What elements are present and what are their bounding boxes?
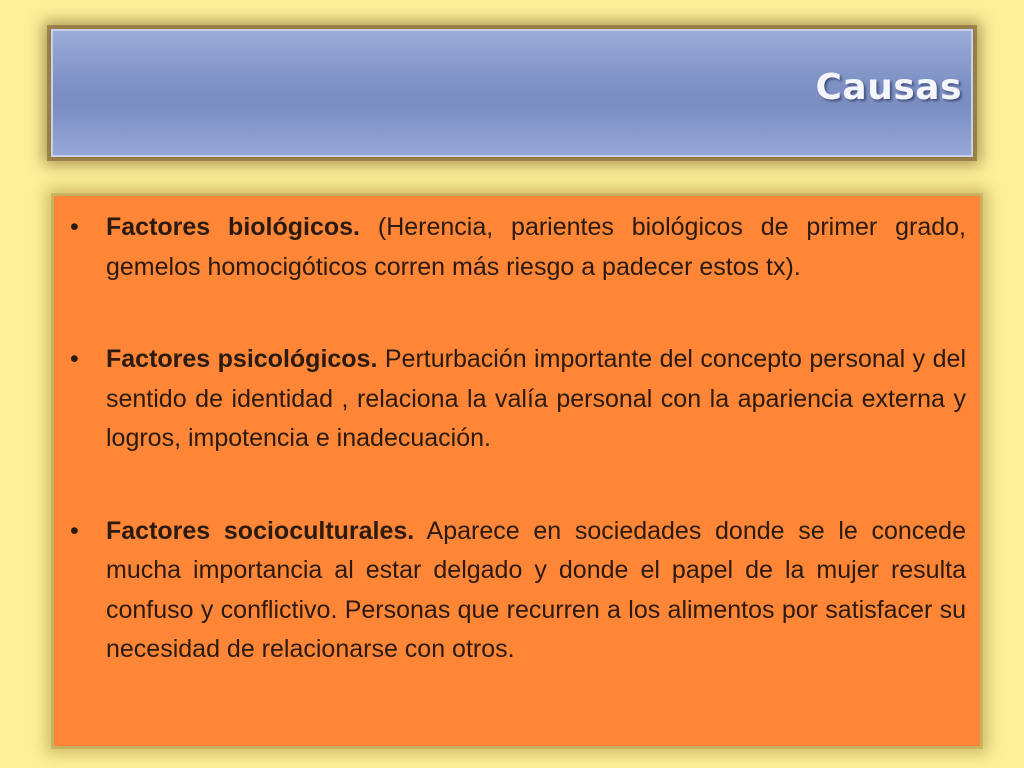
bullet-lead: Factores socioculturales. <box>106 516 415 545</box>
bullet-text: (Herencia, parientes biológicos de primer grado, gemelos homocigóticos corren más riesgo a padecer estos tx). <box>106 213 966 281</box>
bullet-lead: Factores biológicos. <box>106 213 361 241</box>
bullet-dot-icon: • <box>70 213 79 241</box>
bullet-item-socioculturales <box>68 512 966 670</box>
bullet-text: Perturbación importante del concepto personal y del sentido de identidad , relaciona la valía personal con la apariencia externa y logros, impotencia e inadecuación. <box>106 345 966 452</box>
bullet-dot-icon: • <box>70 345 79 373</box>
slide-title: Causas <box>815 67 962 108</box>
title-bar <box>51 29 973 157</box>
bullet-lead: Factores psicológicos. <box>106 345 378 373</box>
bullet-item-biologicos <box>68 208 966 287</box>
bullet-item-psicologicos <box>68 340 966 459</box>
content-box <box>54 196 980 746</box>
bullet-dot-icon: • <box>70 516 79 545</box>
bullet-text: Aparece en sociedades donde se le concede mucha importancia al estar delgado y donde el papel de la mujer resulta confuso y conflictivo. Personas que recurren a los alimentos por satisfacer su necesidad de relacionarse con otros. <box>106 516 966 663</box>
bullet-list <box>68 208 966 670</box>
